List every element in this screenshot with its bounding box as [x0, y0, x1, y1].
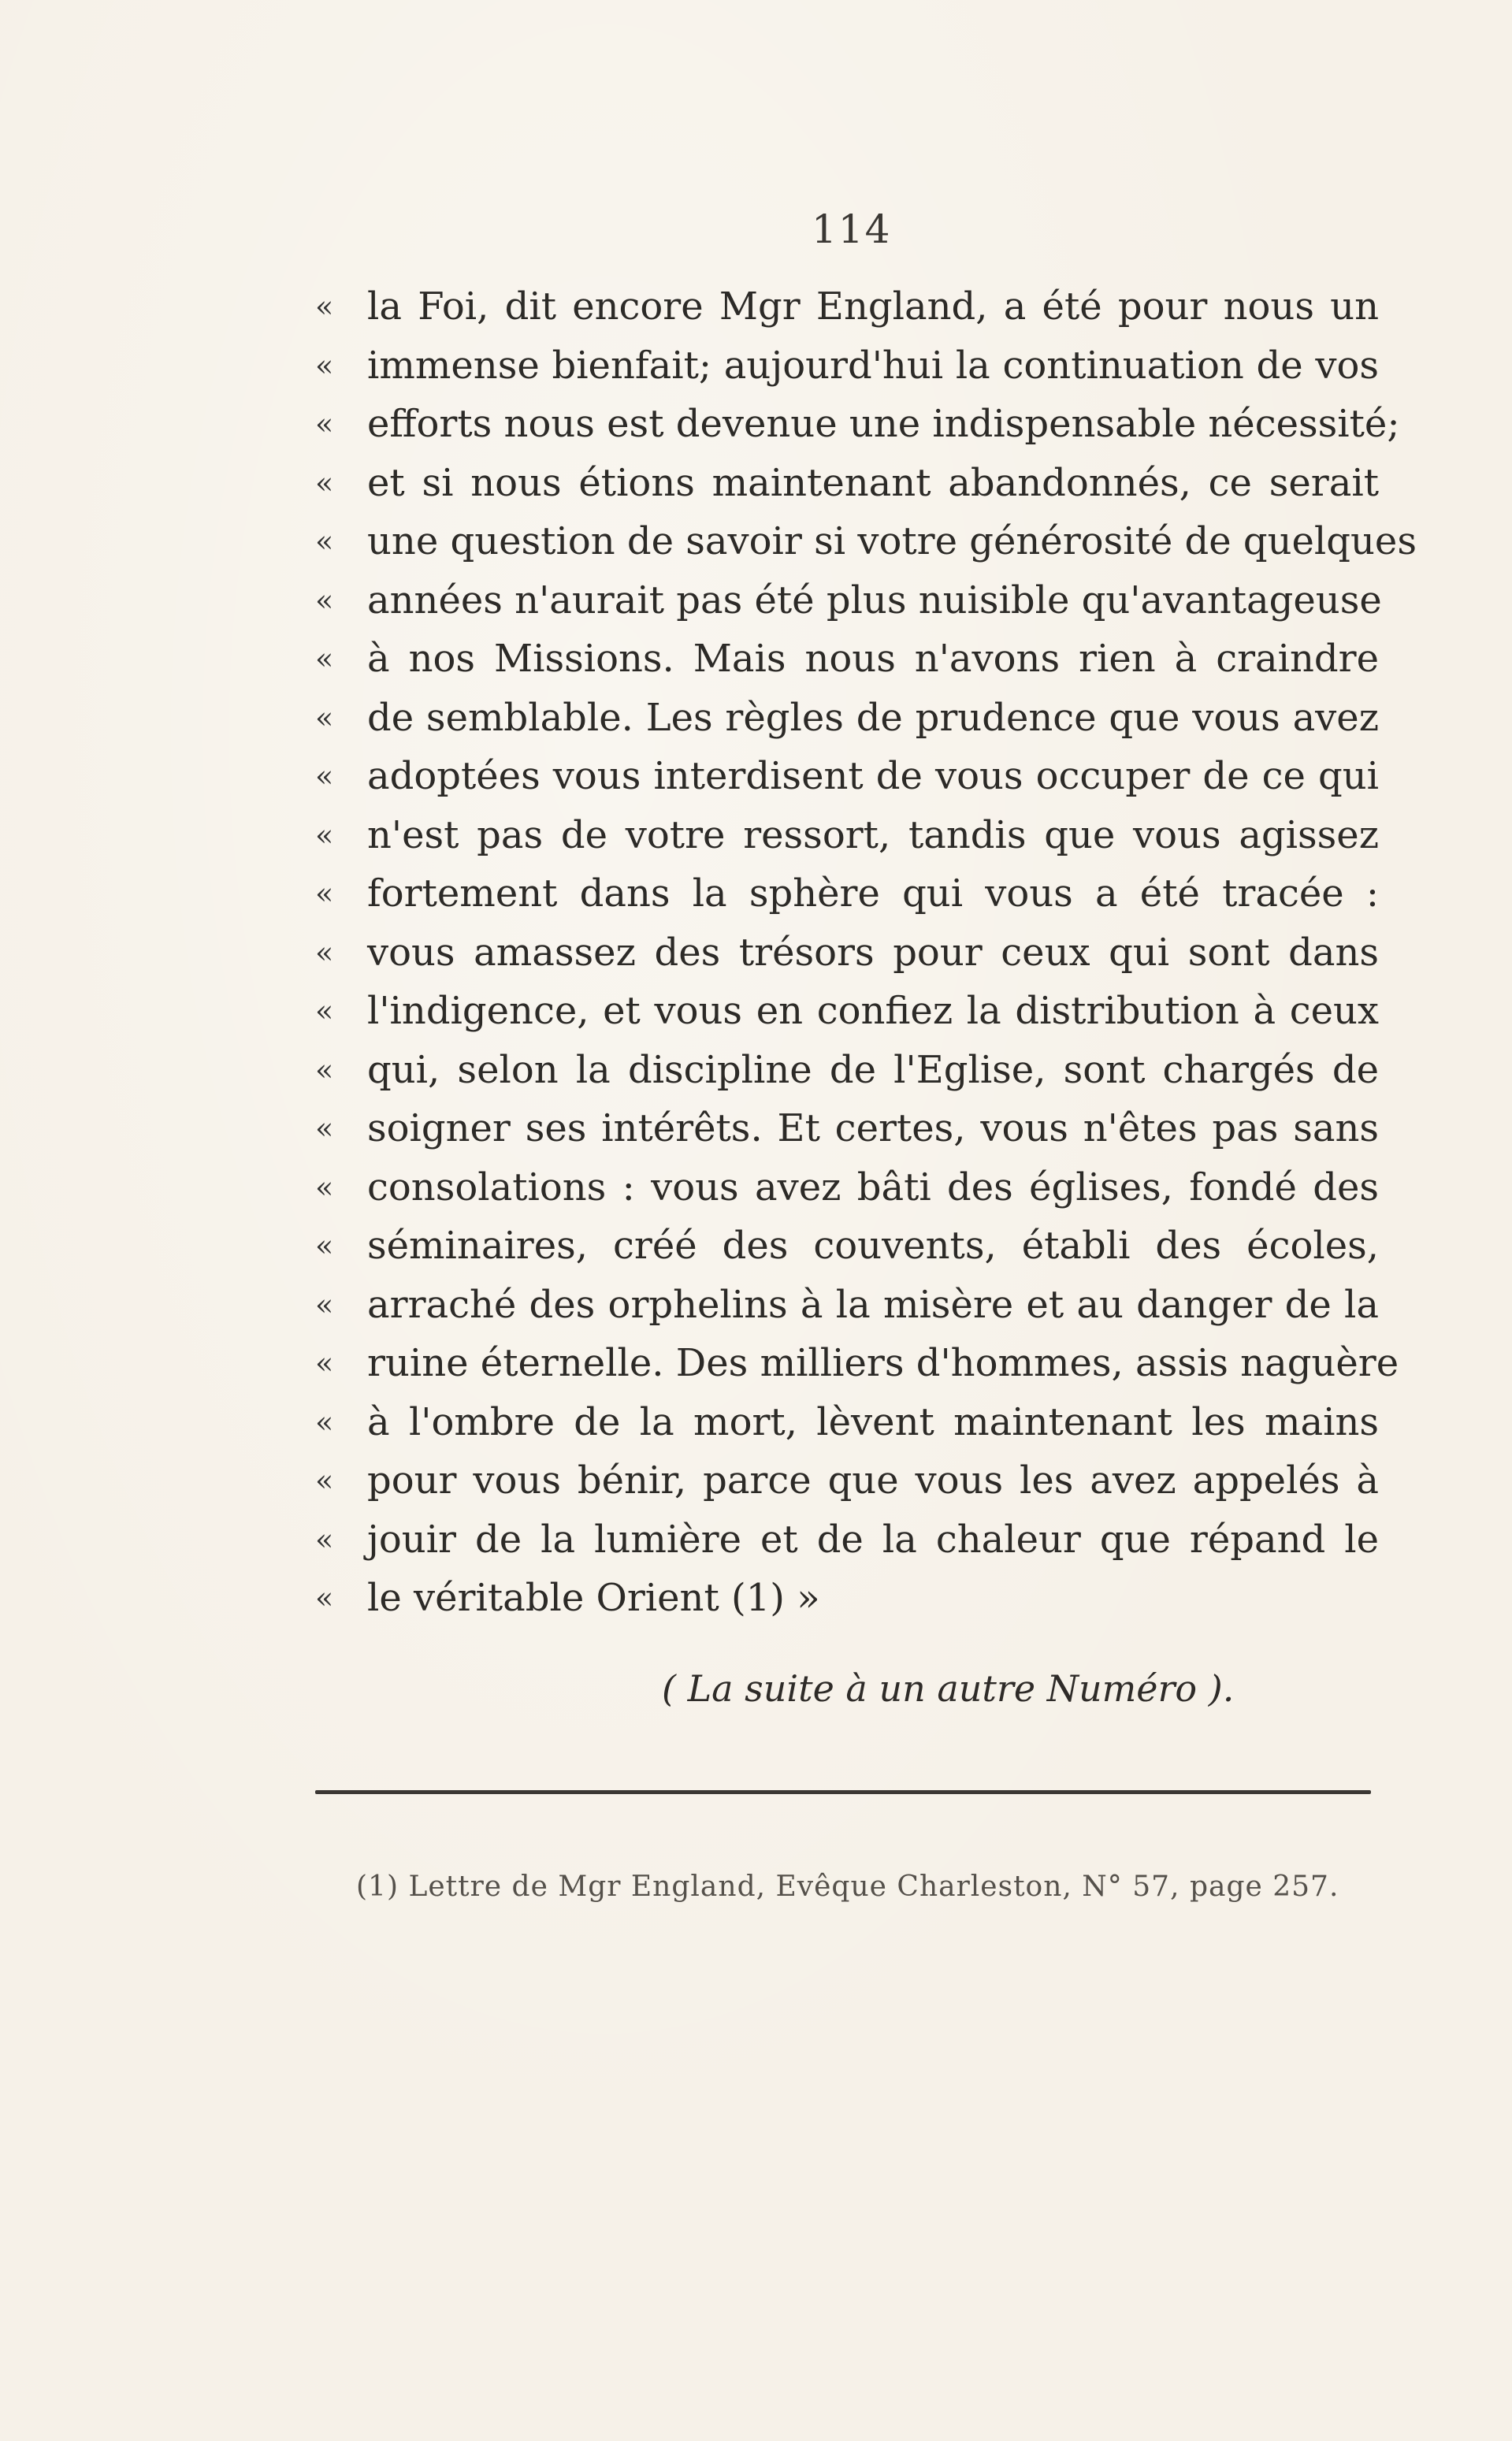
quote-mark: «: [315, 994, 334, 1028]
quote-mark: «: [315, 817, 334, 853]
line-text: consolations : vous avez bâti des églises, fondé des: [367, 1165, 1379, 1209]
line-text: arraché des orphelins à la misère et au danger de la: [367, 1282, 1379, 1327]
quote-mark: «: [315, 1463, 334, 1498]
line-text: le véritable Orient (1) »: [367, 1576, 820, 1620]
text-line: [315, 630, 1379, 689]
footnote: (1) Lettre de Mgr England, Evêque Charleston, N° 57, page 257.: [356, 1871, 1339, 1903]
line-text: fortement dans la sphère qui vous a été tracée :: [367, 871, 1379, 916]
quote-mark: «: [315, 876, 334, 911]
quote-mark: «: [315, 641, 334, 676]
quote-mark: «: [315, 1287, 334, 1322]
text-line: [315, 982, 1379, 1041]
line-text: la Foi, dit encore Mgr England, a été pour nous un: [367, 284, 1379, 329]
line-text: et si nous étions maintenant abandonnés, ce serait: [367, 460, 1379, 505]
line-text: à nos Missions. Mais nous n'avons rien à craindre: [367, 637, 1379, 681]
quote-mark: «: [315, 582, 334, 618]
line-text: jouir de la lumière et de la chaleur que répand le: [367, 1517, 1379, 1562]
line-text: à l'ombre de la mort, lèvent maintenant les mains: [367, 1399, 1379, 1444]
text-line: [315, 454, 1379, 513]
text-line: [315, 1158, 1379, 1217]
line-text: efforts nous est devenue une indispensable nécessité;: [367, 402, 1400, 446]
quote-mark: «: [315, 759, 334, 793]
quote-mark: «: [315, 1521, 334, 1557]
text-line: [315, 395, 1400, 454]
text-line: [315, 1099, 1379, 1158]
quote-mark: «: [315, 1169, 334, 1205]
quote-mark: «: [315, 524, 334, 559]
text-line: [315, 747, 1379, 806]
footnote-divider: [315, 1790, 1371, 1794]
text-line: [315, 277, 1379, 336]
line-text: n'est pas de votre ressort, tandis que vous agissez: [367, 812, 1379, 857]
text-line: [315, 1334, 1399, 1393]
text-line: [315, 806, 1379, 865]
line-text: vous amassez des trésors pour ceux qui sont dans: [367, 930, 1379, 975]
line-text: une question de savoir si votre générosité de quelques: [367, 519, 1417, 563]
quote-mark: «: [315, 465, 334, 500]
quote-mark: «: [315, 289, 334, 324]
quote-mark: «: [315, 1581, 334, 1615]
text-line: [315, 1393, 1379, 1452]
line-text: qui, selon la discipline de l'Eglise, sont chargés de: [367, 1047, 1379, 1092]
text-line: [315, 1451, 1379, 1510]
quote-mark: «: [315, 347, 334, 383]
text-line: [315, 689, 1379, 748]
text-line: [315, 571, 1382, 630]
line-text: ruine éternelle. Des milliers d'hommes, assis naguère: [367, 1341, 1399, 1385]
text-line: [315, 864, 1379, 923]
quote-mark: «: [315, 934, 334, 970]
text-line: [315, 923, 1379, 983]
line-text: adoptées vous interdisent de vous occuper de ce qui: [367, 754, 1379, 798]
line-text: années n'aurait pas été plus nuisible qu'avantageuse: [367, 578, 1382, 622]
line-text: immense bienfait; aujourd'hui la continuation de vos: [367, 343, 1379, 388]
page-number: 114: [812, 206, 892, 252]
line-text: l'indigence, et vous en confiez la distribution à ceux: [367, 989, 1379, 1033]
text-line: [315, 512, 1417, 571]
text-line: [315, 1569, 1379, 1628]
continuation-note: ( La suite à un autre Numéro ).: [662, 1667, 1235, 1710]
line-text: de semblable. Les règles de prudence que vous avez: [367, 695, 1379, 740]
text-line: [315, 336, 1379, 396]
quote-mark: «: [315, 1111, 334, 1146]
quote-mark: «: [315, 700, 334, 735]
quote-mark: «: [315, 407, 334, 441]
line-text: soigner ses intérêts. Et certes, vous n'êtes pas sans: [367, 1106, 1379, 1150]
quote-mark: «: [315, 1404, 334, 1440]
quote-mark: «: [315, 1346, 334, 1380]
line-text: pour vous bénir, parce que vous les avez appelés à: [367, 1458, 1379, 1503]
text-line: [315, 1041, 1379, 1100]
quoted-passage: [315, 277, 1417, 1628]
quote-mark: «: [315, 1052, 334, 1087]
quote-mark: «: [315, 1228, 334, 1263]
text-line: [315, 1510, 1379, 1570]
text-line: [315, 1217, 1379, 1276]
line-text: séminaires, créé des couvents, établi des écoles,: [367, 1224, 1379, 1268]
text-line: [315, 1276, 1379, 1335]
